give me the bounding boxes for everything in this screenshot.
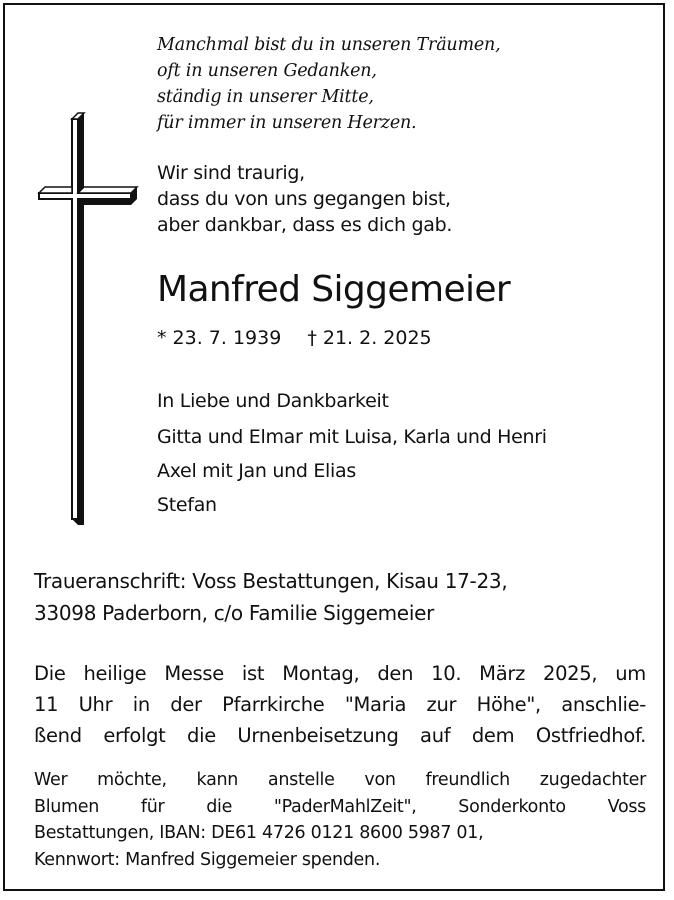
family-member: Axel mit Jan und Elias [157, 460, 356, 482]
donation-line: Wer möchte, kann anstelle von freundlich zugedachter [34, 770, 646, 790]
family-section [157, 386, 547, 522]
mass-line: ßend erfolgt die Urnenbeisetzung auf dem Ostfriedhof. [34, 724, 646, 747]
poem-line: ständig in unserer Mitte, [157, 87, 374, 107]
cross-icon [33, 107, 143, 527]
donation-line: Kennwort: Manfred Siggemeier spenden. [34, 849, 381, 870]
poem [157, 32, 500, 136]
donation-line: Bestattungen, IBAN: DE61 4726 0121 8600 5987 01, [34, 823, 484, 843]
family-intro: In Liebe und Dankbarkeit [157, 390, 389, 412]
mass-line: 11 Uhr in der Pfarrkirche "Maria zur Höhe", anschlie- [34, 693, 646, 716]
birth-date: * 23. 7. 1939 [157, 327, 282, 349]
poem-line: oft in unseren Gedanken, [157, 61, 377, 81]
mass-line: Die heilige Messe ist Montag, den 10. März 2025, um [34, 662, 646, 685]
poem-line: für immer in unseren Herzen. [157, 113, 417, 133]
life-dates [157, 324, 432, 352]
obituary-notice [3, 3, 665, 891]
donation-line: Blumen für die "PaderMahlZeit", Sonderkonto Voss [34, 796, 646, 817]
address-line: 33098 Paderborn, c/o Familie Siggemeier [34, 601, 434, 625]
poem-line: Manchmal bist du in unseren Träumen, [157, 35, 501, 55]
quote [157, 160, 452, 238]
quote-line: dass du von uns gegangen bist, [157, 188, 451, 210]
quote-line: aber dankbar, dass es dich gab. [157, 214, 453, 236]
deceased-name: Manfred Siggemeier [157, 269, 511, 310]
death-date: † 21. 2. 2025 [307, 327, 432, 349]
mourning-address [34, 565, 644, 629]
mass-info [34, 658, 646, 751]
quote-line: Wir sind traurig, [157, 162, 305, 184]
family-member: Stefan [157, 494, 217, 516]
donation-info [34, 767, 646, 873]
family-member: Gitta und Elmar mit Luisa, Karla und Henri [157, 426, 547, 448]
address-line: Traueranschrift: Voss Bestattungen, Kisau 17-23, [34, 569, 508, 593]
